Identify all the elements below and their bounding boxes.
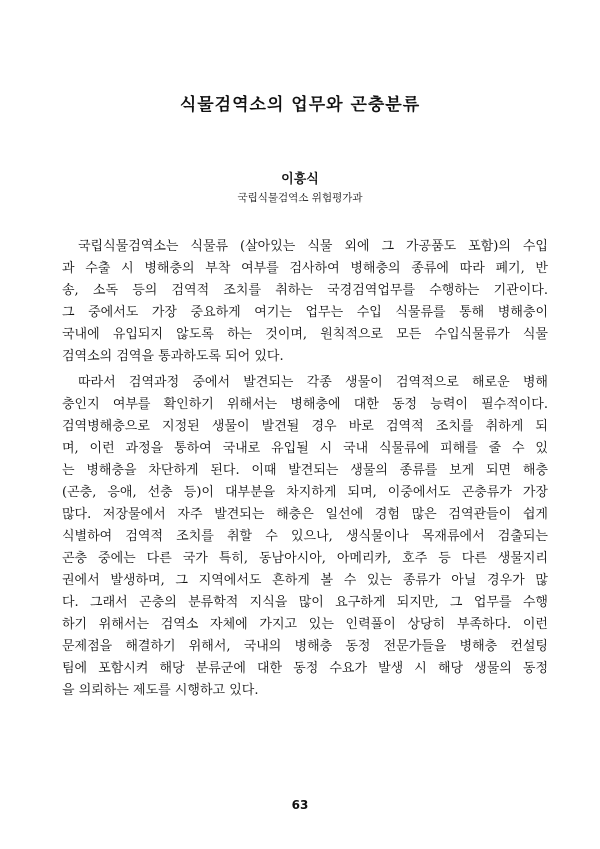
author-name: 이흥식 [281, 172, 319, 187]
text-line: 며, 이런 과정을 통하여 국내로 유입될 시 국내 식물류에 피해를 줄 수 있 [62, 441, 548, 456]
text-line: 문제점을 해결하기 위해서, 국내의 병해충 동정 전문가들을 병해충 컨설팅 [62, 639, 548, 654]
text-line: 국립식물검역소는 식물류 (살아있는 식물 외에 그 가공품도 포함)의 수입 [78, 239, 548, 254]
text-line: 충인지 여부를 확인하기 위해서는 병해충에 대한 동정 능력이 필수적이다. [62, 397, 548, 412]
text-line: 검역병해충으로 지정된 생물이 발견될 경우 바로 검역적 조치를 취하게 되 [62, 419, 548, 434]
text-line: 곤충 중에는 다른 국가 특히, 동남아시아, 아메리카, 호주 등 다른 생물지리 [62, 551, 548, 566]
article-body [62, 236, 548, 702]
paragraph-1 [62, 236, 548, 368]
article-title: 식물검역소의 업무와 곤충분류 [179, 95, 421, 115]
text-line: 그 중에서도 가장 중요하게 여기는 업무는 수입 식물류를 통해 병해충이 [62, 305, 548, 320]
text-line: 송, 소독 등의 검역적 조치를 취하는 국경검역업무를 수행하는 기관이다. [62, 283, 548, 298]
text-line: 따라서 검역과정 중에서 발견되는 각종 생물이 검역적으로 해로운 병해 [78, 375, 548, 390]
text-line: 다. 그래서 곤충의 분류학적 지식을 많이 요구하게 되지만, 그 업무를 수행 [62, 595, 548, 610]
text-line: 식별하여 검역적 조치를 취할 수 있으나, 생식물이나 목재류에서 검출되는 [62, 529, 548, 544]
text-line: 많다. 저장물에서 자주 발견되는 해충은 일선에 경험 많은 검역관들이 쉽게 [62, 507, 548, 522]
text-line: 을 의뢰하는 제도를 시행하고 있다. [62, 683, 259, 698]
text-line: 는 병해충을 차단하게 된다. 이때 발견되는 생물의 종류를 보게 되면 해충 [62, 463, 548, 478]
text-line: 검역소의 검역을 통과하도록 되어 있다. [62, 349, 284, 364]
text-line: 권에서 발생하며, 그 지역에서도 흔하게 볼 수 있는 종류가 아닐 경우가 많 [62, 573, 548, 588]
text-line: 과 수출 시 병해충의 부착 여부를 검사하여 병해충의 종류에 따라 폐기, 반 [62, 261, 548, 276]
page-number: 63 [291, 798, 309, 812]
author-affiliation: 국립식물검역소 위험평가과 [237, 192, 363, 204]
text-line: 하기 위해서는 검역소 자체에 가지고 있는 인력풀이 상당히 부족하다. 이런 [62, 617, 548, 632]
paragraph-2 [62, 372, 548, 702]
text-line: (곤충, 응애, 선충 등)이 대부분을 차지하게 되며, 이중에서도 곤충류가 가장 [62, 485, 548, 500]
text-line: 국내에 유입되지 않도록 하는 것이며, 원칙적으로 모든 수입식물류가 식물 [62, 327, 548, 342]
text-line: 팀에 포함시켜 해당 분류군에 대한 동정 수요가 발생 시 해당 생물의 동정 [62, 661, 548, 676]
